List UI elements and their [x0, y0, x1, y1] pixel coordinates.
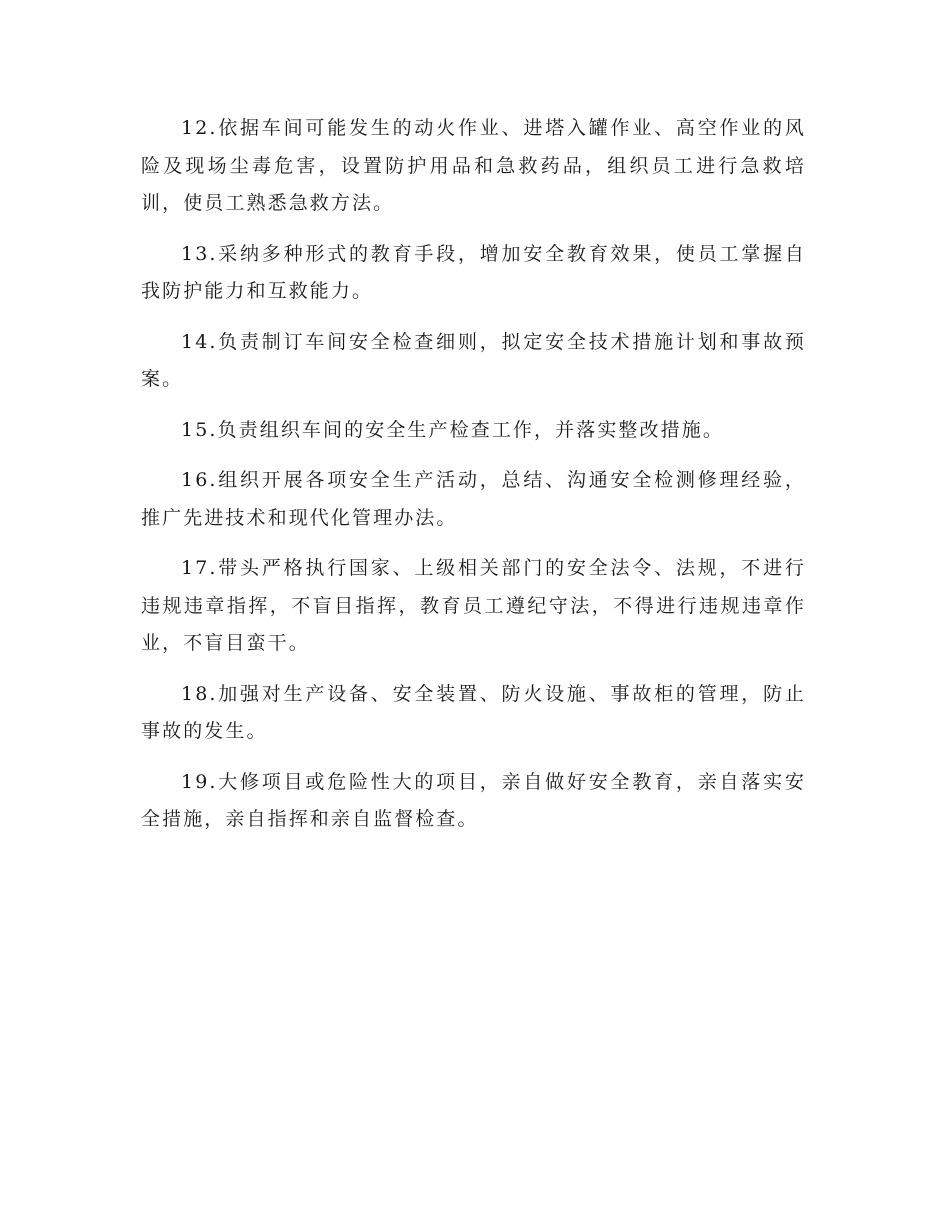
paragraph-18: 18.加强对生产设备、安全装置、防火设施、事故柜的管理，防止事故的发生。 — [141, 682, 806, 742]
paragraph-16: 16.组织开展各项安全生产活动，总结、沟通安全检测修理经验，推广先进技术和现代化管理办法。 — [141, 469, 806, 529]
paragraph-12: 12.依据车间可能发生的动火作业、进塔入罐作业、高空作业的风险及现场尘毒危害，设置防护用品和急救药品，组织员工进行急救培训，使员工熟悉急救方法。 — [141, 117, 806, 214]
paragraph-17: 17.带头严格执行国家、上级相关部门的安全法令、法规，不进行违规违章指挥，不盲目指挥，教育员工遵纪守法，不得进行违规违章作业，不盲目蛮干。 — [141, 557, 806, 654]
paragraph-19: 19.大修项目或危险性大的项目，亲自做好安全教育，亲自落实安全措施，亲自指挥和亲自监督检查。 — [141, 770, 806, 830]
paragraph-15: 15.负责组织车间的安全生产检查工作，并落实整改措施。 — [181, 418, 724, 441]
document-body — [141, 110, 806, 852]
paragraph-13: 13.采纳多种形式的教育手段，增加安全教育效果，使员工掌握自我防护能力和互救能力。 — [141, 242, 806, 302]
paragraph-14: 14.负责制订车间安全检查细则，拟定安全技术措施计划和事故预案。 — [141, 330, 806, 390]
